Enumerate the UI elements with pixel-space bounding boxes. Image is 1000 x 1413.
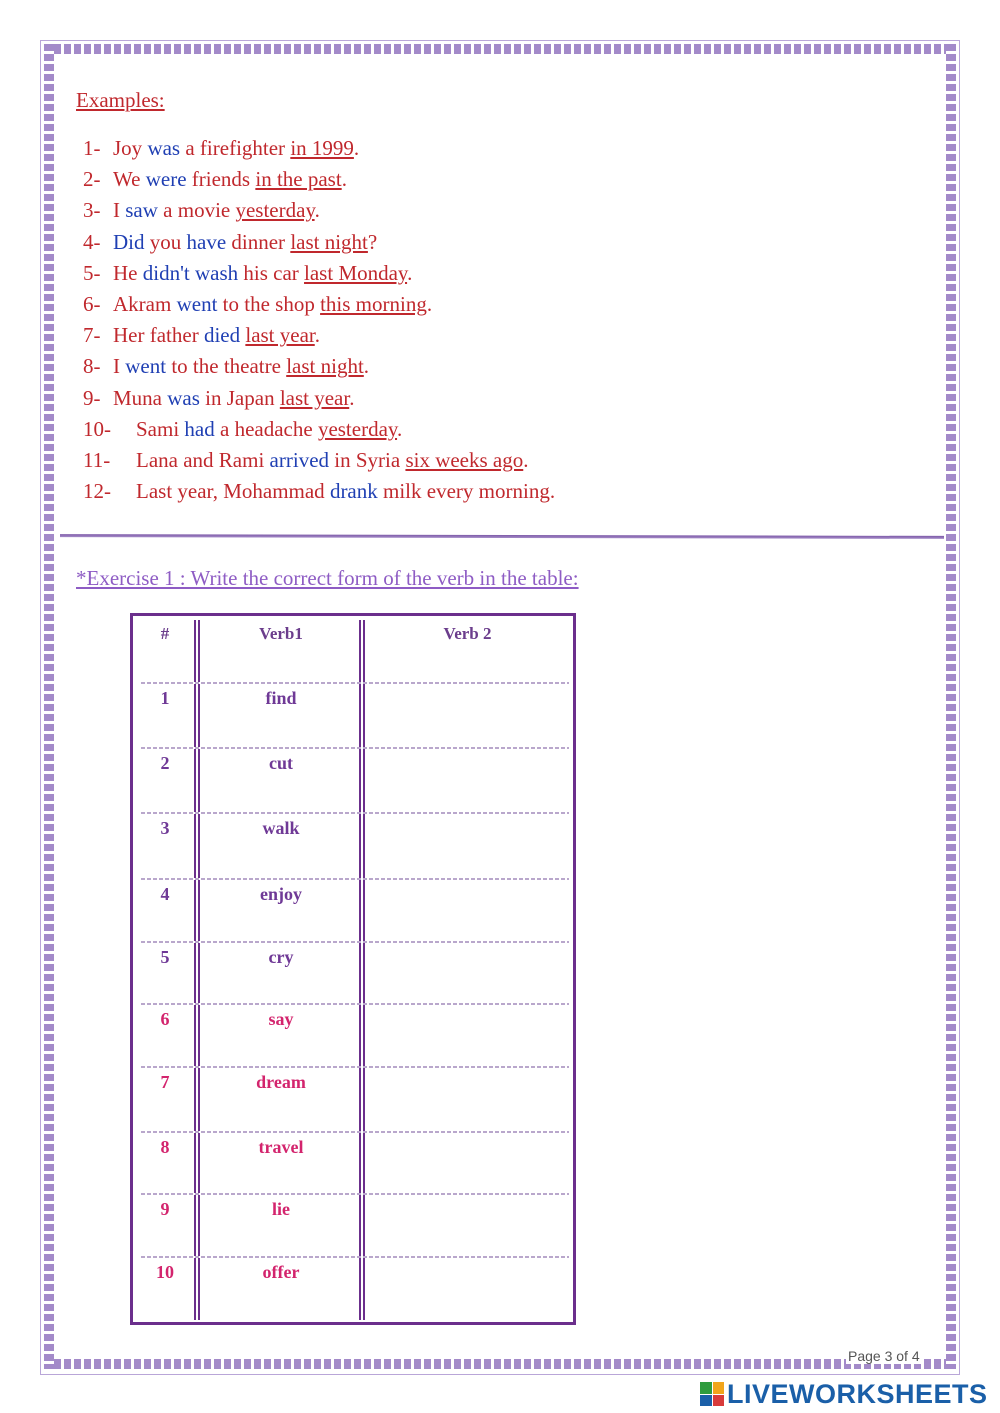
example-sentence [83, 445, 555, 476]
row-number: 5 [160, 947, 170, 967]
example-sentence [83, 258, 555, 289]
row-separator [141, 1003, 569, 1005]
example-sentence [83, 164, 555, 195]
sentence-text: you [144, 229, 187, 254]
row-number: 9 [160, 1199, 170, 1219]
examples-list [83, 133, 555, 507]
sentence-text: . [363, 354, 370, 379]
verb1-cell: travel [258, 1137, 304, 1157]
decorative-border-bottom [44, 1359, 956, 1369]
time-expression: yesterday [317, 416, 398, 441]
sentence-text: in Syria [329, 448, 406, 473]
example-number: 9- [83, 385, 101, 410]
verb-text: have [186, 229, 227, 254]
verb-table [130, 613, 576, 1325]
row-number: 7 [160, 1072, 170, 1092]
sentence-text: Sami [136, 416, 185, 441]
verb1-cell: dream [256, 1072, 306, 1092]
verb2-answer-field[interactable] [365, 753, 565, 793]
decorative-border-left [44, 44, 54, 1369]
example-number: 7- [83, 323, 101, 348]
verb-text: went [125, 354, 167, 379]
sentence-text: in Japan [199, 385, 280, 410]
sentence-text: . [349, 385, 355, 410]
liveworksheets-logo [700, 1380, 988, 1408]
time-expression: six weeks ago [405, 448, 524, 473]
sentence-text: ? [367, 229, 378, 254]
example-sentence [83, 351, 555, 382]
time-expression: this morning [320, 292, 427, 317]
brand-name: LIVEWORKSHEETS [727, 1378, 988, 1409]
sentence-text: . [314, 198, 320, 223]
header-verb1: Verb1 [259, 624, 303, 643]
row-separator [141, 747, 569, 749]
example-sentence [83, 414, 555, 445]
example-sentence [83, 383, 555, 414]
sentence-text: . [341, 167, 347, 192]
verb-text: drank [329, 479, 378, 504]
verb1-cell: walk [262, 818, 300, 838]
verb-text: didn't wash [142, 260, 239, 285]
verb1-cell: cry [268, 947, 294, 967]
verb-text: was [167, 385, 200, 410]
sentence-text: I [113, 354, 126, 379]
row-separator [141, 1256, 569, 1258]
sentence-text: I [113, 198, 126, 223]
sentence-text: He [113, 260, 143, 285]
example-number: 6- [83, 292, 101, 317]
sentence-text: . [523, 448, 529, 473]
sentence-text: to the shop [217, 292, 321, 317]
sentence-text: Muna [113, 385, 168, 410]
page-number: Page 3 of 4 [848, 1348, 920, 1364]
verb-text: Did [113, 229, 145, 254]
example-number: 11- [83, 448, 111, 473]
row-number: 3 [160, 818, 170, 838]
sentence-text: Her father [113, 323, 204, 348]
time-expression: yesterday [235, 198, 315, 223]
example-number: 10- [83, 416, 111, 441]
verb1-cell: enjoy [260, 884, 302, 904]
verb2-answer-field[interactable] [365, 1137, 565, 1177]
sentence-text: Last year, Mohammad [136, 479, 330, 504]
sentence-text: a firefighter [180, 136, 291, 160]
row-separator [141, 682, 569, 684]
sentence-text: a headache [214, 416, 318, 441]
example-number: 2- [83, 167, 101, 192]
sentence-text: . [353, 136, 360, 160]
row-number: 4 [160, 884, 170, 904]
verb-text: saw [125, 198, 158, 223]
example-number: 1- [83, 136, 101, 160]
verb2-answer-field[interactable] [365, 947, 565, 987]
sentence-text: Joy [113, 136, 148, 160]
example-number: 3- [83, 198, 101, 223]
verb-text: arrived [269, 448, 330, 473]
time-expression: in the past [255, 167, 342, 192]
verb-text: was [147, 136, 181, 160]
decorative-border-top [44, 44, 956, 54]
row-separator [141, 812, 569, 814]
example-number: 8- [83, 354, 101, 379]
exercise-title: *Exercise 1 : Write the correct form of the verb in the table: [76, 566, 579, 590]
verb1-cell: find [265, 688, 297, 708]
verb2-answer-field[interactable] [365, 1072, 565, 1112]
header-num: # [160, 624, 170, 643]
row-separator [141, 878, 569, 880]
sentence-text: We [113, 167, 146, 192]
sentence-text: friends [186, 167, 256, 192]
example-sentence [83, 195, 555, 226]
liveworksheets-logo-icon [700, 1382, 724, 1406]
time-expression: last night [286, 354, 364, 379]
sentence-text: Lana and Rami [136, 448, 270, 473]
sentence-text: . [407, 260, 413, 285]
time-expression: last night [290, 229, 368, 254]
verb1-cell: lie [272, 1199, 290, 1219]
sentence-text: to the theatre [166, 354, 287, 379]
verb2-answer-field[interactable] [365, 1009, 565, 1049]
sentence-text: his car [238, 260, 305, 285]
example-sentence [83, 476, 555, 507]
verb-text: were [145, 167, 187, 192]
sentence-text: . [397, 416, 403, 441]
verb-text: died [203, 323, 241, 348]
decorative-border-right [946, 44, 956, 1369]
sentence-text: . [426, 292, 433, 317]
verb1-cell: say [268, 1009, 294, 1029]
example-sentence [83, 320, 555, 351]
example-number: 12- [83, 479, 111, 504]
sentence-text: a movie [157, 198, 236, 223]
examples-heading: Examples: [76, 88, 165, 112]
sentence-text: milk every morning. [377, 479, 556, 504]
time-expression: in 1999 [290, 136, 354, 160]
example-number: 5- [83, 260, 101, 285]
time-expression: last year [279, 385, 350, 410]
verb2-answer-field[interactable] [365, 688, 565, 728]
example-number: 4- [83, 229, 101, 254]
row-separator [141, 1131, 569, 1133]
example-sentence [83, 289, 555, 320]
row-number: 6 [160, 1009, 170, 1029]
row-number: 8 [160, 1137, 170, 1157]
verb2-answer-field[interactable] [365, 1199, 565, 1239]
verb1-cell: offer [262, 1262, 300, 1282]
header-verb2: Verb 2 [443, 624, 492, 643]
verb2-answer-field[interactable] [365, 818, 565, 858]
verb-text: had [184, 416, 215, 441]
example-sentence [83, 227, 555, 258]
sentence-text: . [314, 323, 320, 348]
time-expression: last Monday [304, 260, 408, 285]
example-sentence [83, 133, 555, 164]
row-separator [141, 1066, 569, 1068]
row-number: 1 [160, 688, 170, 708]
verb-text: went [176, 292, 218, 317]
row-number: 10 [156, 1262, 174, 1282]
verb2-answer-field[interactable] [365, 884, 565, 924]
row-separator [141, 1193, 569, 1195]
row-number: 2 [160, 753, 170, 773]
row-separator [141, 941, 569, 943]
time-expression: last year [245, 323, 315, 348]
verb2-answer-field[interactable] [365, 1262, 565, 1302]
sentence-text: dinner [226, 229, 291, 254]
verb1-cell: cut [269, 753, 293, 773]
sentence-text: Akram [113, 292, 177, 317]
